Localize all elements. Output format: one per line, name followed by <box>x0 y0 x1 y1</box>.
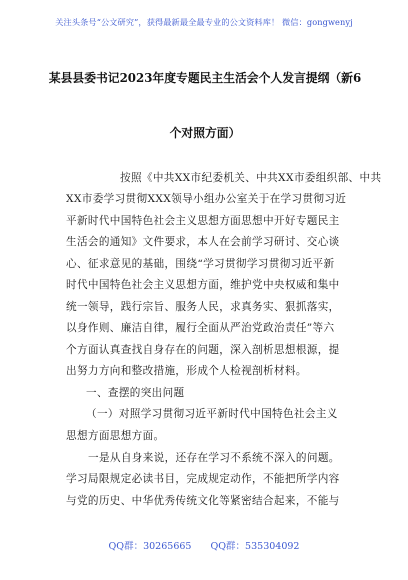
section-heading: 一、查摆的突出问题 <box>86 387 185 399</box>
header-notice: 关注头条号“公文研究”，获得最新最全最专业的公文资料库！ 微信：gongwenyj <box>55 16 353 27</box>
document-title-line2: 个对照方面） <box>169 126 241 140</box>
header-notice-bar <box>0 0 408 44</box>
body-line: 统一领导，践行宗旨、服务人民，求真务实、狠抓落实， <box>66 301 340 313</box>
footer-qq-groups <box>0 538 408 552</box>
footer-qq-group-2: QQ群：535304092 <box>210 541 300 552</box>
document-body <box>66 168 382 528</box>
body-line: 按照《中共XX市纪委机关、中共XX市委组织部、中共 <box>120 172 382 184</box>
document-title-line1: 某县县委书记2023年度专题民主生活会个人发言提纲（新6 <box>48 71 362 85</box>
body-line: 平新时代中国特色社会主义思想方面思想中开好专题民主 <box>66 215 340 227</box>
body-line: 时代中国特色社会主义思想方面，维护党中央权威和集中 <box>66 279 340 291</box>
body-line: 与党的历史、中华优秀传统文化等紧密结合起来，不能与 <box>66 495 340 507</box>
subsection-heading: （一）对照学习贯彻习近平新时代中国特色社会主义 <box>86 408 338 420</box>
body-line: 学习局限规定必读书目，完成规定动作，不能把所学内容 <box>66 473 340 485</box>
body-line: 一是从自身来说，还存在学习不系统不深入的问题。 <box>88 452 340 464</box>
body-line: 生活会的通知》文件要求，本人在会前学习研讨、交心谈 <box>66 236 340 248</box>
body-line: 出努力方向和整改措施，形成个人检视剖析材料。 <box>66 365 307 377</box>
body-line: 个方面认真查找自身存在的问题，深入剖析思想根源，提 <box>66 344 340 356</box>
body-line: 心、征求意见的基础，围绕“学习贯彻学习贯彻习近平新 <box>66 258 335 270</box>
footer-qq-group-1: QQ群：30265665 <box>108 541 192 552</box>
body-line: 以身作则、廉洁自律，履行全面从严治党政治责任”等六 <box>66 322 335 334</box>
body-line: XX市委学习贯彻XXX领导小组办公室关于在学习贯彻习近 <box>66 193 347 205</box>
body-line: 思想方面思想方面。 <box>66 430 165 442</box>
